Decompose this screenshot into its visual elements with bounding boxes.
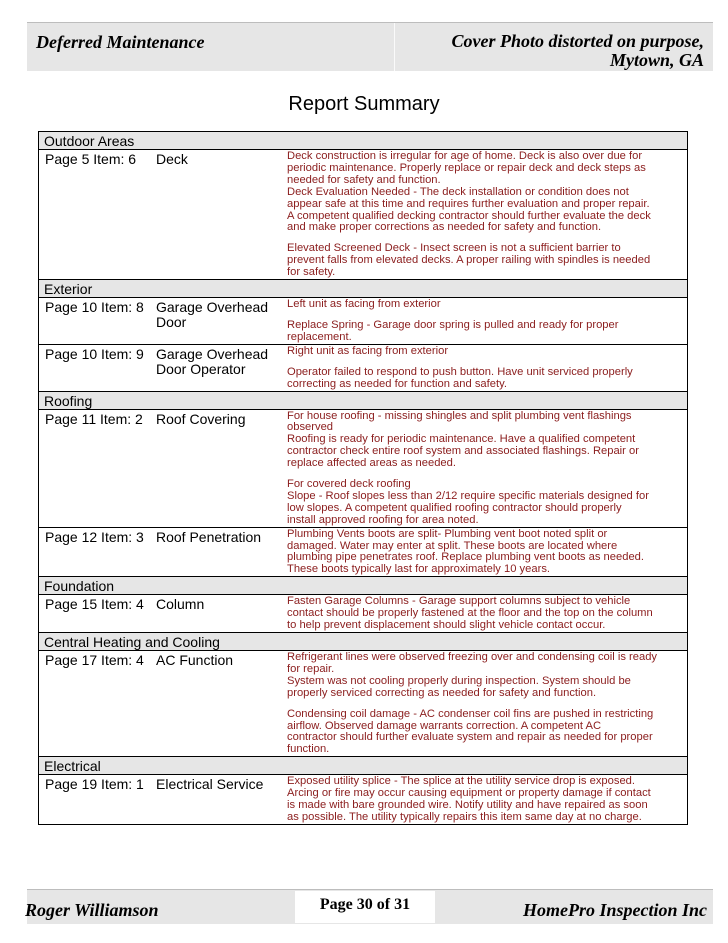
summary-table [38,131,688,825]
item-system [149,410,276,527]
table-row [39,651,687,757]
item-system [149,651,276,756]
table-row [39,595,687,633]
description-line: plumbing pipe penetrates roof. Replace plumbing vent boots as needed. [287,551,644,564]
description-line: properly serviced correcting as needed for safety and function. [287,686,597,699]
page-title: Report Summary [288,93,440,115]
system-line: Column [156,596,205,613]
description-line: periodic maintenance. Properly replace or repair deck and deck steps as [287,161,646,174]
system-line: Deck [156,151,188,167]
header-property [451,32,704,70]
item-description [276,345,687,391]
section-heading: Electrical [39,757,687,775]
item-page-ref: Page 19 Item: 1 [45,776,144,793]
description-line: Left unit as facing from exterior [287,298,441,311]
footer-page-number: Page 30 of 31 [295,891,435,923]
section-heading: Foundation [39,577,687,595]
item-system [149,298,276,344]
description-line: damaged. Water may enter at split. These boots are located where [287,539,618,552]
system-line: Door Operator [156,360,246,377]
description-line: to help prevent displacement should slight vehicle contact occur. [287,619,606,632]
footer-inspector: Roger Williamson [25,900,159,920]
item-system [149,528,276,577]
description-line: Slope - Roof slopes less than 2/12 require specific materials designed for [287,489,649,502]
description-line: Refrigerant lines were observed freezing over and condensing coil is ready [287,651,658,663]
description-line: for repair. [287,662,335,675]
description-line: A competent qualified decking contractor should further evaluate the deck [287,209,651,222]
description-line: needed for safety and function. [287,173,441,186]
item-description [276,775,687,824]
system-line: Garage Overhead [156,299,269,316]
description-line: function. [287,743,330,756]
description-line: for safety. [287,266,336,279]
header-location: Mytown, GA [609,50,704,70]
section-heading: Roofing [39,392,687,410]
header-cover-note: Cover Photo distorted on purpose, [451,31,704,51]
item-page-ref: Page 11 Item: 2 [45,410,143,427]
description-line: Condensing coil damage - AC condenser coil fins are pushed in restricting [287,707,654,720]
item-description [276,410,687,527]
description-line: appear safe at this time and requires further evaluation and proper repair. [287,197,650,210]
description-line: contact should be properly fastened at the floor and the top on the column [287,607,653,620]
item-system [149,775,276,824]
description-line: replace affected areas as needed. [287,457,456,470]
description-line: Elevated Screened Deck - Insect screen is not a sufficient barrier to [287,242,621,255]
page-footer [27,889,713,924]
item-system [149,150,276,279]
table-row [39,345,687,392]
item-description [276,298,687,344]
table-row [39,150,687,280]
description-line: Roofing is ready for periodic maintenance. Have a qualified competent [287,433,636,446]
item-system [149,345,276,391]
section-heading: Exterior [39,280,687,298]
description-line: replacement. [287,330,352,343]
description-line: Replace Spring - Garage door spring is pulled and ready for proper [287,318,619,331]
table-row [39,775,687,824]
item-description [276,651,687,756]
description-line: prevent falls from elevated decks. A proper railing with spindles is needed [287,254,651,267]
table-row [39,528,687,578]
description-line: Plumbing Vents boots are split- Plumbing vent boot noted split or [287,527,608,540]
item-description [276,528,687,577]
item-page-ref: Page 12 Item: 3 [45,528,144,545]
system-line: Garage Overhead [156,345,269,362]
description-line: contractor check entire roof system and associated flashings. Repair or [287,445,639,458]
section-heading: Outdoor Areas [39,132,687,150]
item-system [149,595,276,632]
description-line: and make proper corrections as needed for safety and function. [287,221,602,234]
description-line: observed [287,421,334,434]
table-row [39,410,687,528]
description-line: Exposed utility splice - The splice at the utility service drop is exposed. [287,775,636,788]
description-line: For covered deck roofing [287,478,411,491]
header-report-type: Deferred Maintenance [36,32,205,52]
system-line: Roof Penetration [156,528,262,545]
item-description [276,595,687,632]
description-line: For house roofing - missing shingles and split plumbing vent flashings [287,409,632,422]
section-heading: Central Heating and Cooling [39,633,687,651]
description-line: install approved roofing for area noted. [287,513,479,526]
description-line: is made with bare grounded wire. Notify utility and have repaired as soon [287,799,648,812]
description-line: as possible. The utility typically repairs this item same day at no charge. [287,810,642,823]
description-line: Right unit as facing from exterior [287,344,449,357]
description-line: Arcing or fire may occur causing equipment or property damage if contact [287,787,651,800]
system-line: Door [156,314,187,331]
description-line: Fasten Garage Columns - Garage support columns subject to vehicle [287,595,631,608]
description-line: System was not cooling properly during inspection. System should be [287,674,631,687]
page-header [27,22,713,71]
description-line: Deck Evaluation Needed - The deck installation or condition does not [287,185,629,198]
description-line: These boots typically last for approximately 10 years. [287,563,551,576]
item-page-ref: Page 10 Item: 9 [45,345,144,362]
item-page-ref: Page 17 Item: 4 [45,652,144,668]
description-line: Operator failed to respond to push button. Have unit serviced properly [287,365,633,378]
description-line: low slopes. A competent qualified roofing contractor should properly [287,501,622,514]
description-line: contractor should further evaluate system and repair as needed for proper [287,731,653,744]
item-page-ref: Page 5 Item: 6 [45,151,137,167]
system-line: Roof Covering [156,410,246,427]
item-description [276,150,687,279]
description-line: correcting as needed for function and safety. [287,377,507,390]
description-line: airflow. Observed damage warrants correction. A competent AC [287,719,602,732]
system-line: AC Function [156,652,234,668]
table-row [39,298,687,345]
item-page-ref: Page 15 Item: 4 [45,596,144,613]
item-page-ref: Page 10 Item: 8 [45,299,144,316]
header-divider [394,23,395,71]
footer-company: HomePro Inspection Inc [522,900,707,920]
system-line: Electrical Service [156,776,264,793]
description-line: Deck construction is irregular for age of home. Deck is also over due for [287,150,643,162]
